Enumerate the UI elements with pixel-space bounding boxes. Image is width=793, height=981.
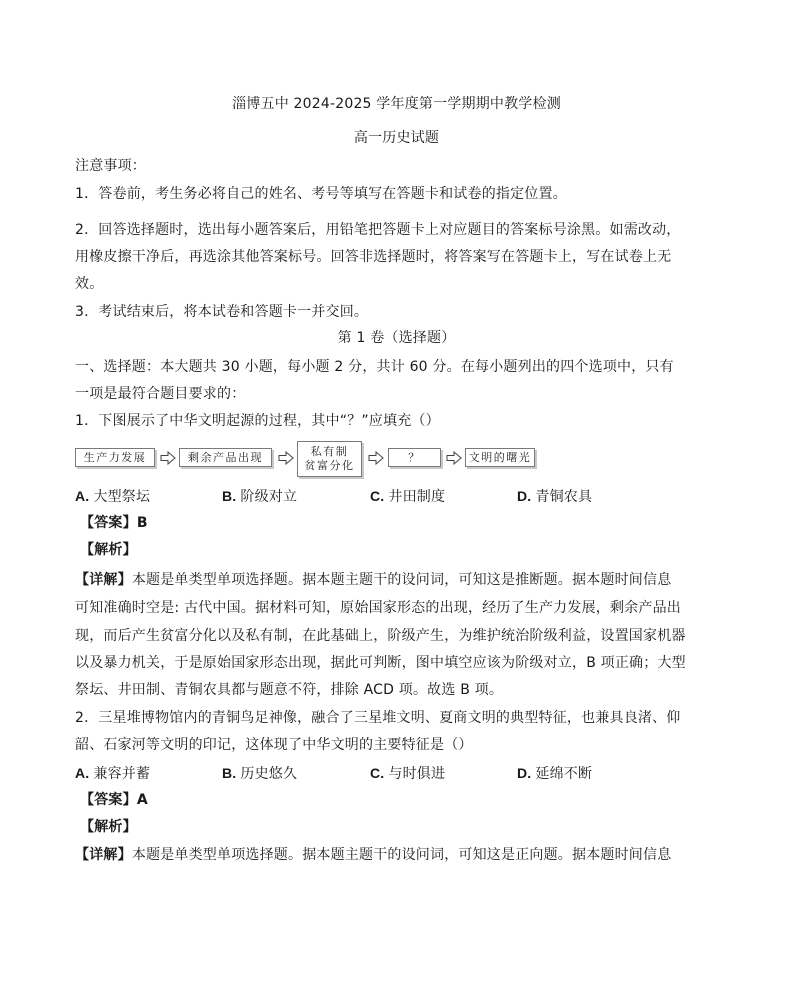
notice-item-2-line: 用橡皮擦干净后，再选涂其他答案标号。回答非选择题时，将答案写在答题卡上，写在试卷上无	[75, 249, 672, 265]
option-text: 历史悠久	[240, 766, 298, 782]
option-letter: B.	[222, 765, 237, 781]
flow-step-label: 文明的曙光	[468, 450, 532, 464]
flow-step-label: 剩余产品出现	[188, 450, 263, 464]
option-text: 与时俱进	[388, 766, 446, 782]
option-letter: C.	[370, 488, 385, 504]
question-1-detail-line: 祭坛、井田制、青铜农具都与题意不符，排除 ACD 项。故选 B 项。	[75, 682, 504, 698]
question-2-analysis-heading	[80, 817, 137, 837]
flow-step-box	[75, 448, 155, 467]
option-b	[222, 763, 297, 784]
flow-step-box	[465, 448, 535, 467]
answer-label: 【答案】	[80, 515, 137, 531]
arrow-right-icon	[278, 451, 294, 465]
flow-step-box	[179, 448, 272, 467]
option-letter: B.	[222, 488, 237, 504]
flow-step-label: ？	[408, 450, 421, 464]
answer-value: B	[136, 515, 148, 531]
question-2-options	[0, 763, 793, 783]
exam-title: 淄博五中 2024-2025 学年度第一学期期中教学检测	[232, 96, 561, 112]
answer-label: 【答案】	[80, 792, 137, 808]
analysis-label: 【解析】	[80, 542, 137, 558]
option-text: 延绵不断	[535, 766, 593, 782]
notice-item-1: 1．答卷前，考生务必将自己的姓名、考号等填写在答题卡和试卷的指定位置。	[75, 186, 567, 202]
option-letter: C.	[370, 765, 385, 781]
option-a	[75, 486, 150, 507]
option-d	[517, 763, 592, 784]
option-a	[75, 763, 150, 784]
question-1-detail-line	[75, 570, 671, 590]
question-1-analysis-heading	[80, 540, 137, 560]
section-instructions-line: 一项是最符合题目要求的：	[75, 386, 246, 402]
notice-item-2-line: 效。	[75, 276, 104, 292]
question-2-stem-line: 2．三星堆博物馆内的青铜鸟足神像，融合了三星堆文明、夏商文明的典型特征，也兼具良渚、仰	[75, 710, 681, 726]
flow-step-label: 私有制	[310, 445, 349, 458]
question-1-stem: 1．下图展示了中华文明起源的过程，其中“？”应填充（）	[75, 413, 440, 429]
question-1-detail-line: 可知准确时空是: 古代中国。据材料可知，原始国家形态的出现，经历了生产力发展，剩余产品出	[75, 600, 681, 616]
arrow-right-icon	[160, 451, 176, 465]
question-2-detail-line	[75, 845, 671, 865]
option-b	[222, 486, 297, 507]
question-1-answer	[80, 513, 148, 533]
flow-step-label: 生产力发展	[83, 450, 147, 464]
question-1-detail-line: 以及暴力机关，于是原始国家形态出现，据此可判断，图中填空应该为阶级对立，B 项正确；大型	[75, 655, 686, 671]
question-1-options	[0, 486, 793, 506]
option-letter: A.	[75, 765, 90, 781]
detail-label: 【详解】	[75, 847, 132, 863]
question-2-answer	[80, 790, 148, 810]
arrow-right-icon	[368, 451, 384, 465]
option-text: 大型祭坛	[93, 489, 151, 505]
flow-step-label: 贫富分化	[304, 459, 355, 472]
detail-text: 本题是单类型单项选择题。据本题主题干的设问词，可知这是正向题。据本题时间信息	[131, 847, 672, 863]
flow-step-box-blank	[388, 448, 441, 467]
flow-step-box	[297, 441, 362, 477]
analysis-label: 【解析】	[80, 819, 137, 835]
arrow-right-icon	[446, 451, 462, 465]
option-c	[370, 763, 445, 784]
question-2-stem-line: 韶、石家河等文明的印记，这体现了中华文明的主要特征是（）	[75, 737, 473, 753]
notice-heading: 注意事项：	[75, 158, 146, 174]
detail-text: 本题是单类型单项选择题。据本题主题干的设问词，可知这是推断题。据本题时间信息	[131, 572, 672, 588]
option-c	[370, 486, 445, 507]
civilization-origin-flowchart	[75, 441, 545, 479]
answer-value: A	[136, 792, 148, 808]
option-letter: A.	[75, 488, 90, 504]
notice-item-3: 3．考试结束后，将本试卷和答题卡一并交回。	[75, 304, 369, 320]
option-text: 阶级对立	[240, 489, 298, 505]
option-text: 兼容并蓄	[93, 766, 151, 782]
question-1-detail-line: 现，而后产生贫富分化以及私有制，在此基础上，阶级产生，为维护统治阶级利益，设置国家机器	[75, 628, 686, 644]
exam-subtitle: 高一历史试题	[353, 130, 440, 146]
section-title: 第 1 卷（选择题）	[337, 330, 456, 346]
option-letter: D.	[517, 488, 532, 504]
option-d	[517, 486, 592, 507]
option-text: 井田制度	[388, 489, 446, 505]
detail-label: 【详解】	[75, 572, 132, 588]
option-text: 青铜农具	[535, 489, 593, 505]
notice-item-2-line: 2．回答选择题时，选出每小题答案后，用铅笔把答题卡上对应题目的答案标号涂黑。如需改动，	[75, 222, 681, 238]
section-instructions-line: 一、选择题：本大题共 30 小题，每小题 2 分，共计 60 分。在每小题列出的四个选项中，只有	[75, 359, 674, 375]
option-letter: D.	[517, 765, 532, 781]
